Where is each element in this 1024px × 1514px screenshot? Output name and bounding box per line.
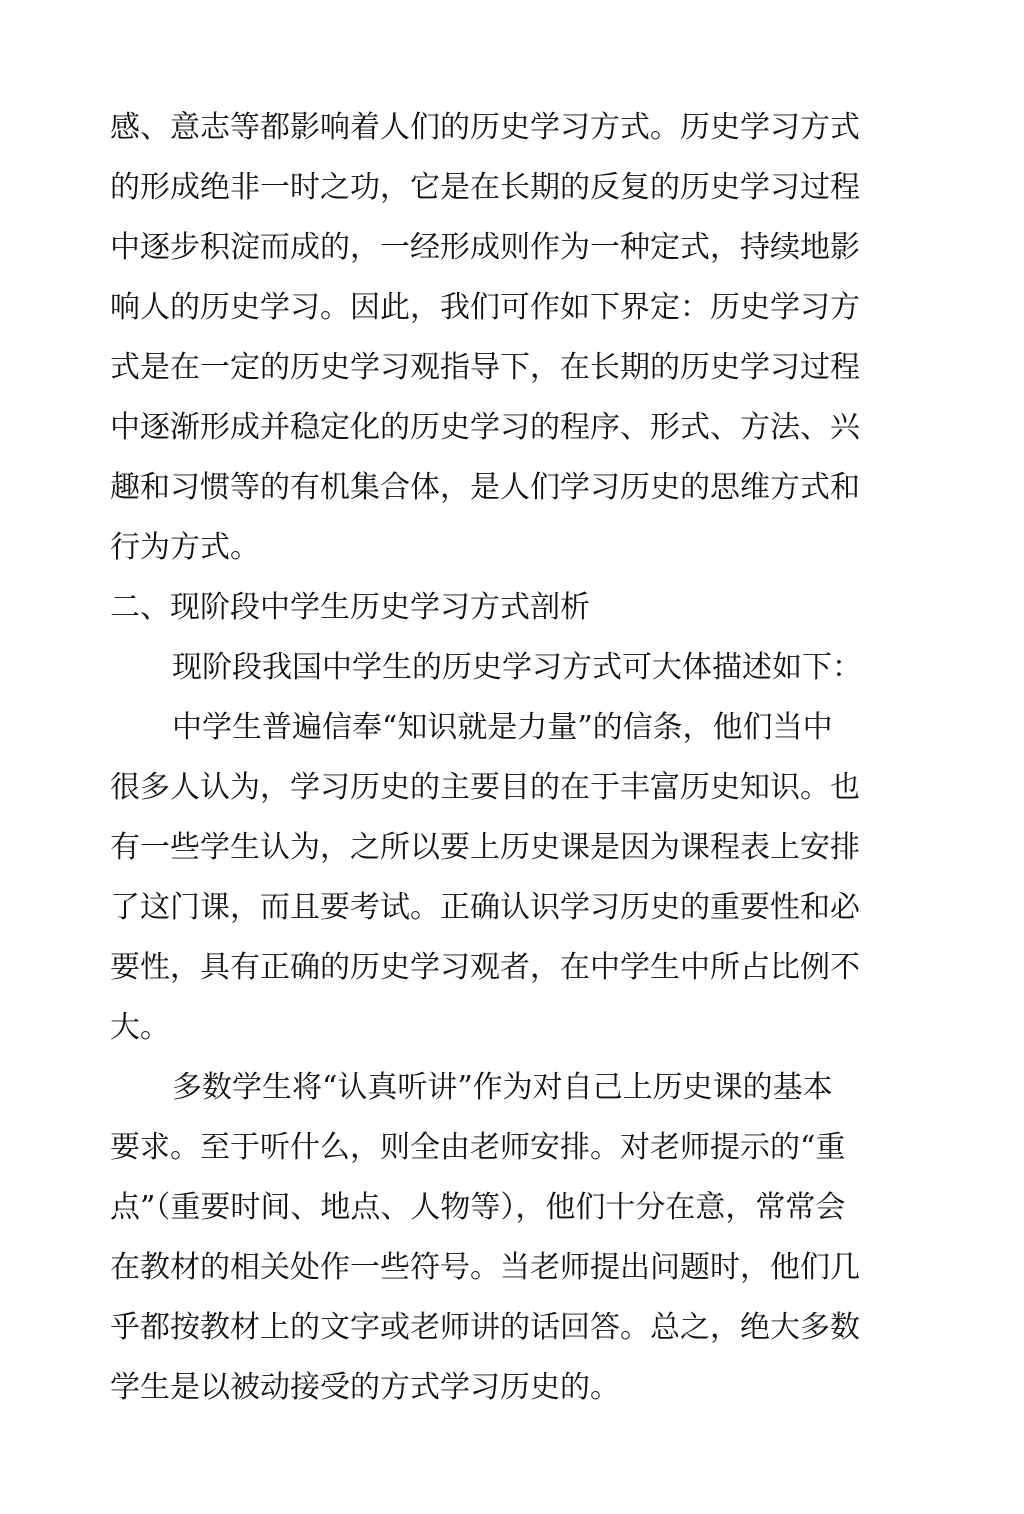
text-line: 乎都按教材上的文字或老师讲的话回答。总之，绝大多数	[110, 1310, 860, 1345]
text-line: 了这门课，而且要考试。正确认识学习历史的重要性和必	[110, 890, 860, 925]
text-line: 在教材的相关处作一些符号。当老师提出问题时，他们几	[110, 1250, 860, 1285]
text-line: 多数学生将“认真听讲”作为对自己上历史课的基本	[172, 1070, 833, 1105]
text-line: 现阶段我国中学生的历史学习方式可大体描述如下：	[172, 650, 862, 685]
text-line: 点”（重要时间、地点、人物等），他们十分在意，常常会	[110, 1190, 846, 1225]
text-line: 要求。至于听什么，则全由老师安排。对老师提示的“重	[110, 1130, 846, 1165]
text-line: 中逐步积淀而成的，一经形成则作为一种定式，持续地影	[110, 230, 860, 265]
text-line: 中学生普遍信奉“知识就是力量”的信条，他们当中	[172, 710, 833, 745]
section-heading: 二、现阶段中学生历史学习方式剖析	[110, 590, 590, 625]
text-line: 响人的历史学习。因此，我们可作如下界定：历史学习方	[110, 290, 860, 325]
text-line: 感、意志等都影响着人们的历史学习方式。历史学习方式	[110, 110, 860, 145]
text-line: 趣和习惯等的有机集合体，是人们学习历史的思维方式和	[110, 470, 860, 505]
text-line: 大。	[110, 1010, 170, 1045]
text-line: 有一些学生认为，之所以要上历史课是因为课程表上安排	[110, 830, 860, 865]
text-line: 中逐渐形成并稳定化的历史学习的程序、形式、方法、兴	[110, 410, 860, 445]
text-line: 的形成绝非一时之功，它是在长期的反复的历史学习过程	[110, 170, 860, 205]
text-line: 行为方式。	[110, 530, 260, 565]
text-line: 学生是以被动接受的方式学习历史的。	[110, 1370, 620, 1405]
text-line: 要性，具有正确的历史学习观者，在中学生中所占比例不	[110, 950, 860, 985]
text-line: 很多人认为，学习历史的主要目的在于丰富历史知识。也	[110, 770, 860, 805]
text-line: 式是在一定的历史学习观指导下，在长期的历史学习过程	[110, 350, 860, 385]
